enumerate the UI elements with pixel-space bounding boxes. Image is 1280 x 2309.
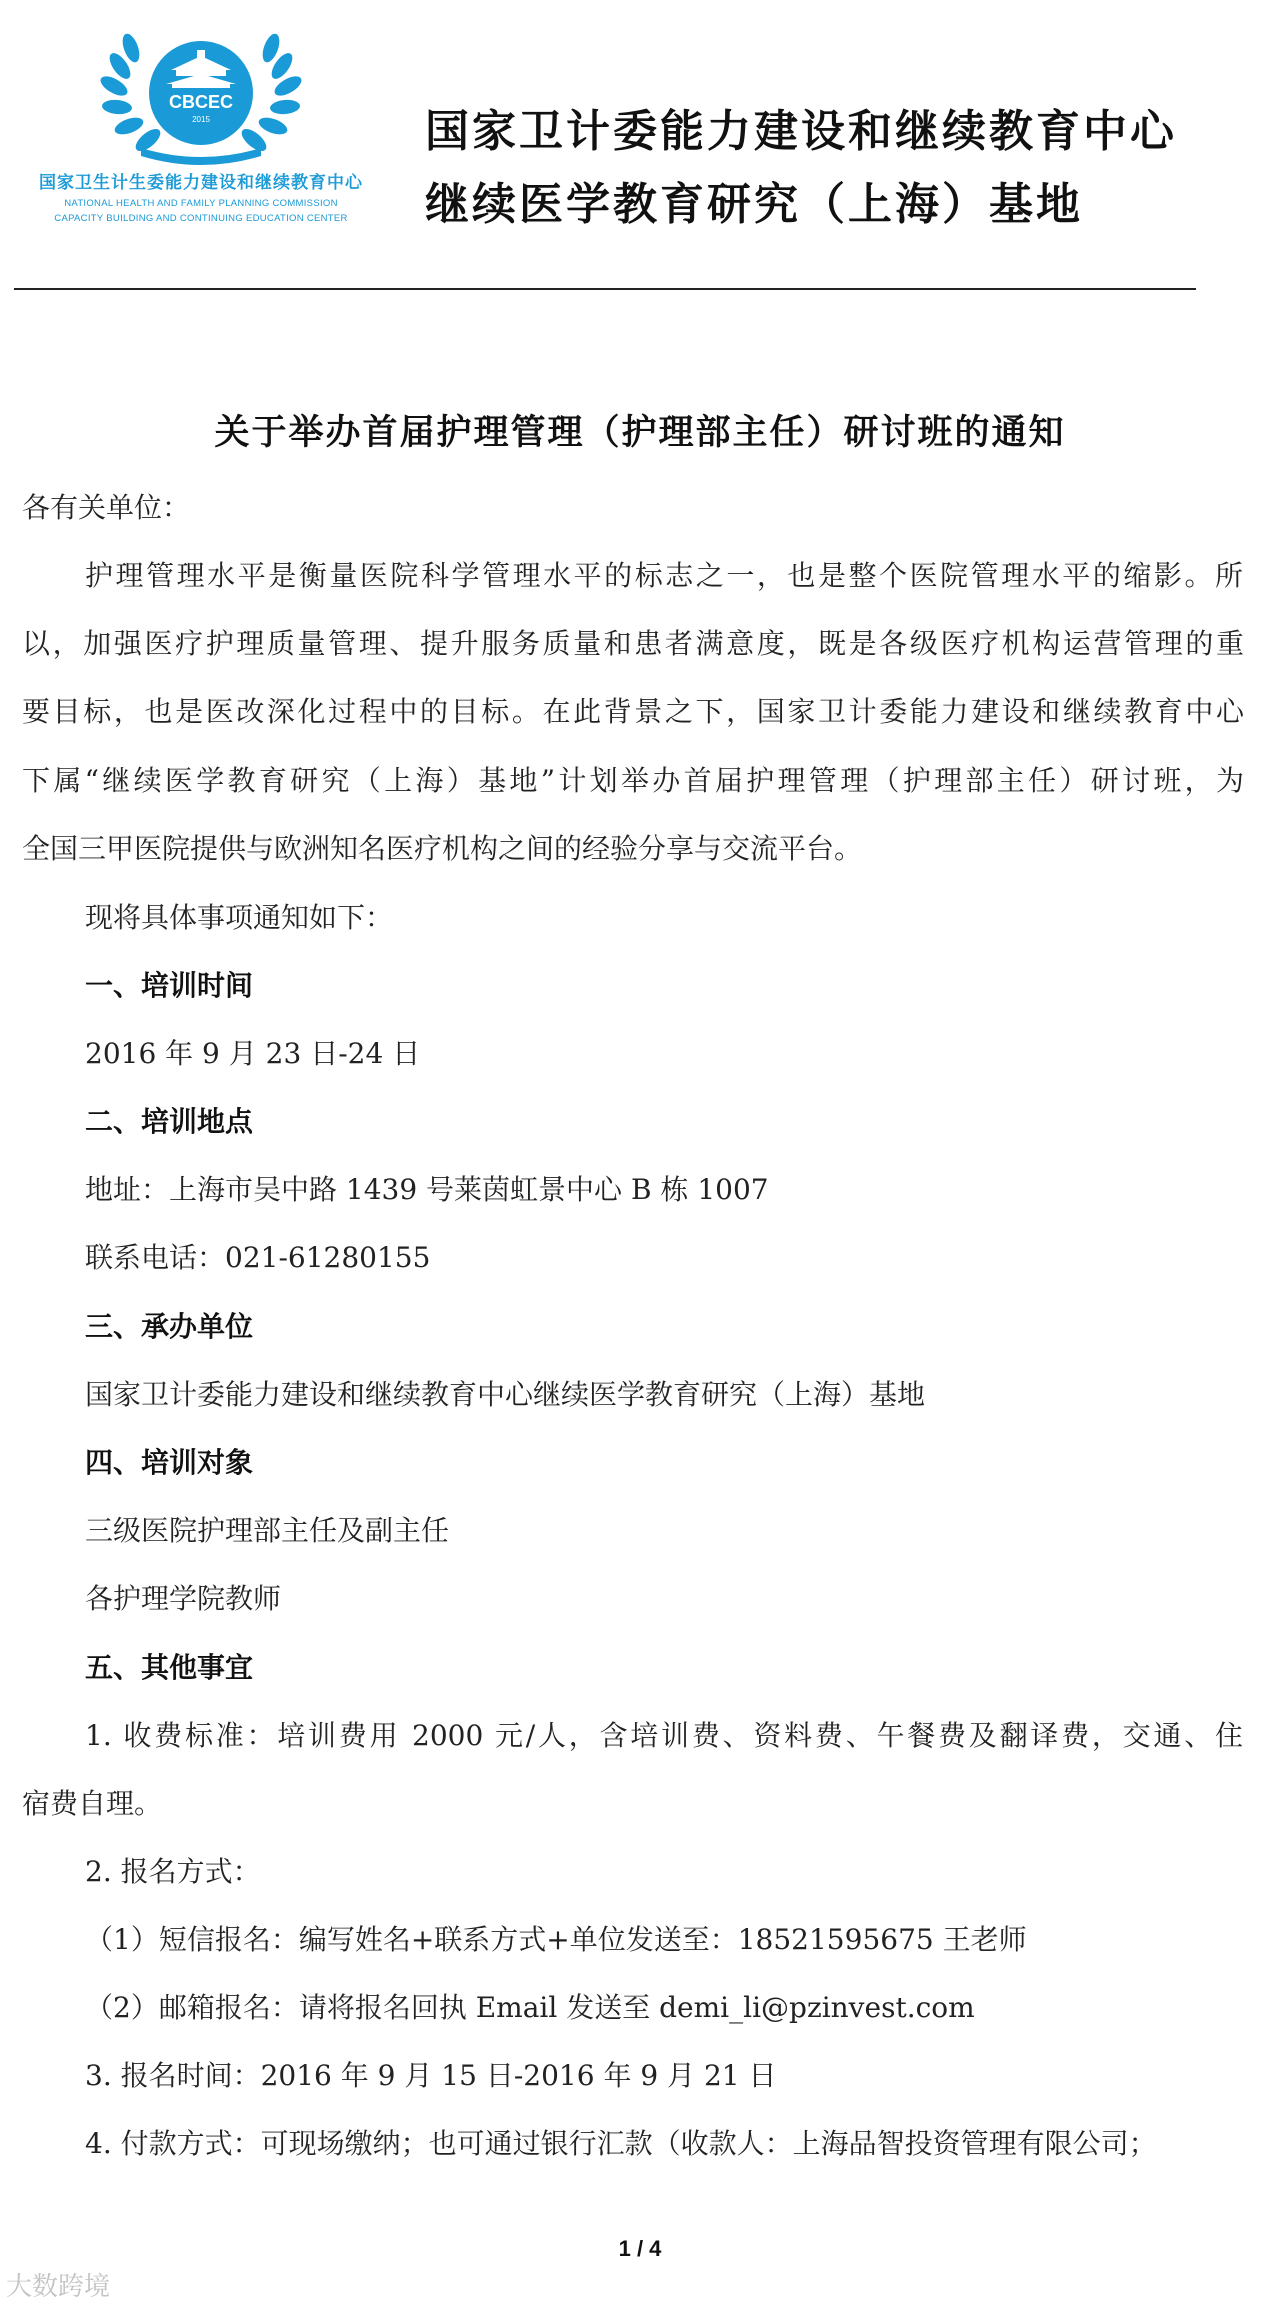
watermark: 大数跨境	[6, 2272, 111, 2302]
notice-title: 关于举办首届护理管理（护理部主任）研讨班的通知	[214, 413, 1066, 453]
contact-phone: 联系电话：021-61280155	[85, 1241, 431, 1274]
intro-line-4: 下属“继续医学教育研究（上海）基地”计划举办首届护理管理（护理部主任）研讨班，为	[22, 764, 1244, 797]
registration-email: （2）邮箱报名：请将报名回执 Email 发送至 demi_li@pzinvest.com	[85, 1991, 975, 2024]
intro-line-2: 以，加强医疗护理质量管理、提升服务质量和患者满意度，既是各级医疗机构运营管理的重	[22, 627, 1244, 660]
section-1-heading: 一、培训时间	[85, 969, 254, 1002]
salutation: 各有关单位：	[22, 491, 191, 524]
registration-period: 3. 报名时间：2016 年 9 月 15 日-2016 年 9 月 21 日	[85, 2059, 777, 2092]
target-audience-1: 三级医院护理部主任及副主任	[85, 1514, 450, 1547]
lead-text: 现将具体事项通知如下：	[85, 901, 394, 934]
page-number: 1 / 4	[618, 2236, 662, 2261]
organizer-name: 国家卫计委能力建设和继续教育中心继续医学教育研究（上海）基地	[85, 1378, 926, 1411]
training-date: 2016 年 9 月 23 日-24 日	[85, 1037, 421, 1070]
section-3-heading: 三、承办单位	[85, 1310, 254, 1343]
fee-line-1: 1. 收费标准：培训费用 2000 元/人，含培训费、资料费、午餐费及翻译费，交通、住	[85, 1719, 1243, 1752]
intro-line-5: 全国三甲医院提供与欧洲知名医疗机构之间的经验分享与交流平台。	[22, 832, 863, 865]
section-4-heading: 四、培训对象	[85, 1446, 254, 1479]
training-address: 地址：上海市吴中路 1439 号莱茵虹景中心 B 栋 1007	[85, 1173, 769, 1206]
cbcec-emblem	[36, 8, 366, 168]
logo-org-name-en-1: NATIONAL HEALTH AND FAMILY PLANNING COMMISSION	[64, 198, 338, 209]
intro-line-3: 要目标，也是医改深化过程中的目标。在此背景之下，国家卫计委能力建设和继续教育中心	[22, 695, 1244, 728]
logo-year: 2015	[192, 115, 210, 124]
fee-line-2: 宿费自理。	[22, 1787, 163, 1820]
header-divider	[14, 288, 1196, 290]
header-title-line1: 国家卫计委能力建设和继续教育中心	[425, 106, 1177, 157]
cbcec-logo	[36, 8, 366, 228]
header-title-line2: 继续医学教育研究（上海）基地	[425, 179, 1083, 230]
logo-org-name-cn: 国家卫生计生委能力建设和继续教育中心	[39, 173, 363, 193]
registration-sms: （1）短信报名：编写姓名+联系方式+单位发送至：18521595675 王老师	[85, 1923, 1027, 1956]
section-5-heading: 五、其他事宜	[85, 1651, 254, 1684]
logo-acronym: CBCEC	[168, 92, 234, 112]
logo-org-name-en-2: CAPACITY BUILDING AND CONTINUING EDUCATION CENTER	[54, 213, 348, 224]
payment-method: 4. 付款方式：可现场缴纳；也可通过银行汇款（收款人：上海品智投资管理有限公司；	[85, 2127, 1157, 2160]
registration-method: 2. 报名方式：	[85, 1855, 261, 1888]
intro-line-1: 护理管理水平是衡量医院科学管理水平的标志之一，也是整个医院管理水平的缩影。所	[85, 559, 1243, 592]
section-2-heading: 二、培训地点	[85, 1105, 254, 1138]
target-audience-2: 各护理学院教师	[85, 1582, 282, 1615]
